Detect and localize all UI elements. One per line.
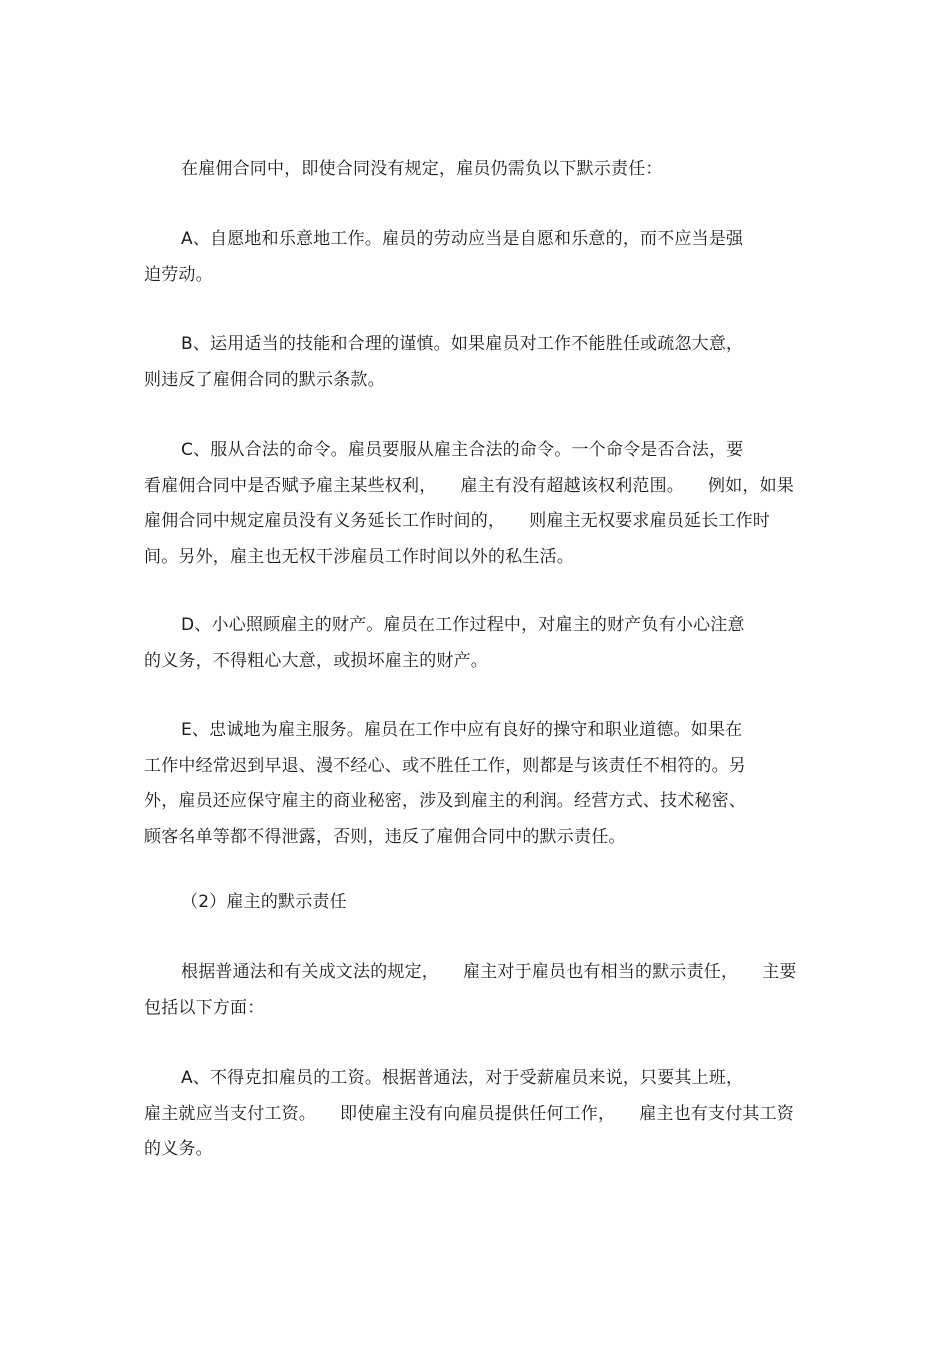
text-segment: 例如，如果: [708, 475, 795, 496]
text-segment: 主要: [762, 962, 797, 982]
paragraph-employee-e: [144, 713, 814, 855]
text-line: E、忠诚地为雇主服务。雇员在工作中应有良好的操守和职业道德。如果在: [181, 720, 743, 740]
text-line: [144, 955, 814, 991]
text-line: A、自愿地和乐意地工作。雇员的劳动应当是自愿和乐意的，而不应当是强: [181, 229, 744, 249]
text-segment: 雇主就应当支付工资。: [144, 1103, 316, 1124]
section-heading-employer-duties: [144, 885, 814, 921]
text-line: 则违反了雇佣合同的默示条款。: [144, 369, 385, 390]
text-line: 的义务。: [144, 1139, 213, 1159]
text-segment: 雇佣合同中规定雇员没有义务延长工作时间的，: [144, 511, 506, 531]
text-line: [144, 469, 814, 505]
text-line: D、小心照顾雇主的财产。雇员在工作过程中，对雇主的财产负有小心注意: [181, 615, 745, 635]
paragraph-employee-d: [144, 608, 814, 679]
paragraph-employer-a: [144, 1061, 814, 1168]
text-line: 在雇佣合同中，即使合同没有规定，雇员仍需负以下默示责任：: [181, 159, 663, 179]
text-line: [144, 1097, 814, 1133]
text-line: 工作中经常迟到早退、漫不经心、或不胜任工作，则都是与该责任不相符的。另: [144, 755, 746, 776]
paragraph-employee-b: [144, 327, 814, 398]
text-segment: 雇主对于雇员也有相当的默示责任，: [463, 962, 739, 982]
text-segment: 雇主也有支付其工资: [639, 1103, 795, 1124]
text-segment: 即使雇主没有向雇员提供任何工作，: [340, 1103, 616, 1124]
text-segment: 雇主有没有超越该权利范围。: [460, 475, 685, 496]
text-line: 的义务，不得粗心大意，或损坏雇主的财产。: [144, 650, 488, 671]
text-line: 顾客名单等都不得泄露，否则，违反了雇佣合同中的默示责任。: [144, 826, 626, 847]
text-line: 外，雇员还应保守雇主的商业秘密，涉及到雇主的利润。经营方式、技术秘密、: [144, 791, 746, 811]
paragraph-employer-intro: [144, 955, 814, 1026]
text-line: 间。另外，雇主也无权干涉雇员工作时间以外的私生活。: [144, 546, 574, 567]
paragraph-employee-a: [144, 222, 814, 293]
paragraph-intro: [144, 152, 814, 188]
text-segment: 看雇佣合同中是否赋予雇主某些权利，: [144, 475, 437, 496]
text-line: 包括以下方面：: [144, 997, 265, 1018]
text-line: [144, 504, 814, 540]
text-line: （2）雇主的默示责任: [181, 892, 347, 912]
text-line: A、不得克扣雇员的工资。根据普通法，对于受薪雇员来说，只要其上班，: [181, 1068, 744, 1088]
text-segment: 根据普通法和有关成文法的规定，: [181, 962, 439, 982]
text-line: B、运用适当的技能和合理的谨慎。如果雇员对工作不能胜任或疏忽大意，: [181, 334, 744, 354]
text-segment: 则雇主无权要求雇员延长工作时: [529, 511, 771, 531]
text-line: C、服从合法的命令。雇员要服从雇主合法的命令。一个命令是否合法，要: [181, 440, 744, 460]
paragraph-employee-c: [144, 433, 814, 575]
text-line: 迫劳动。: [144, 264, 213, 285]
